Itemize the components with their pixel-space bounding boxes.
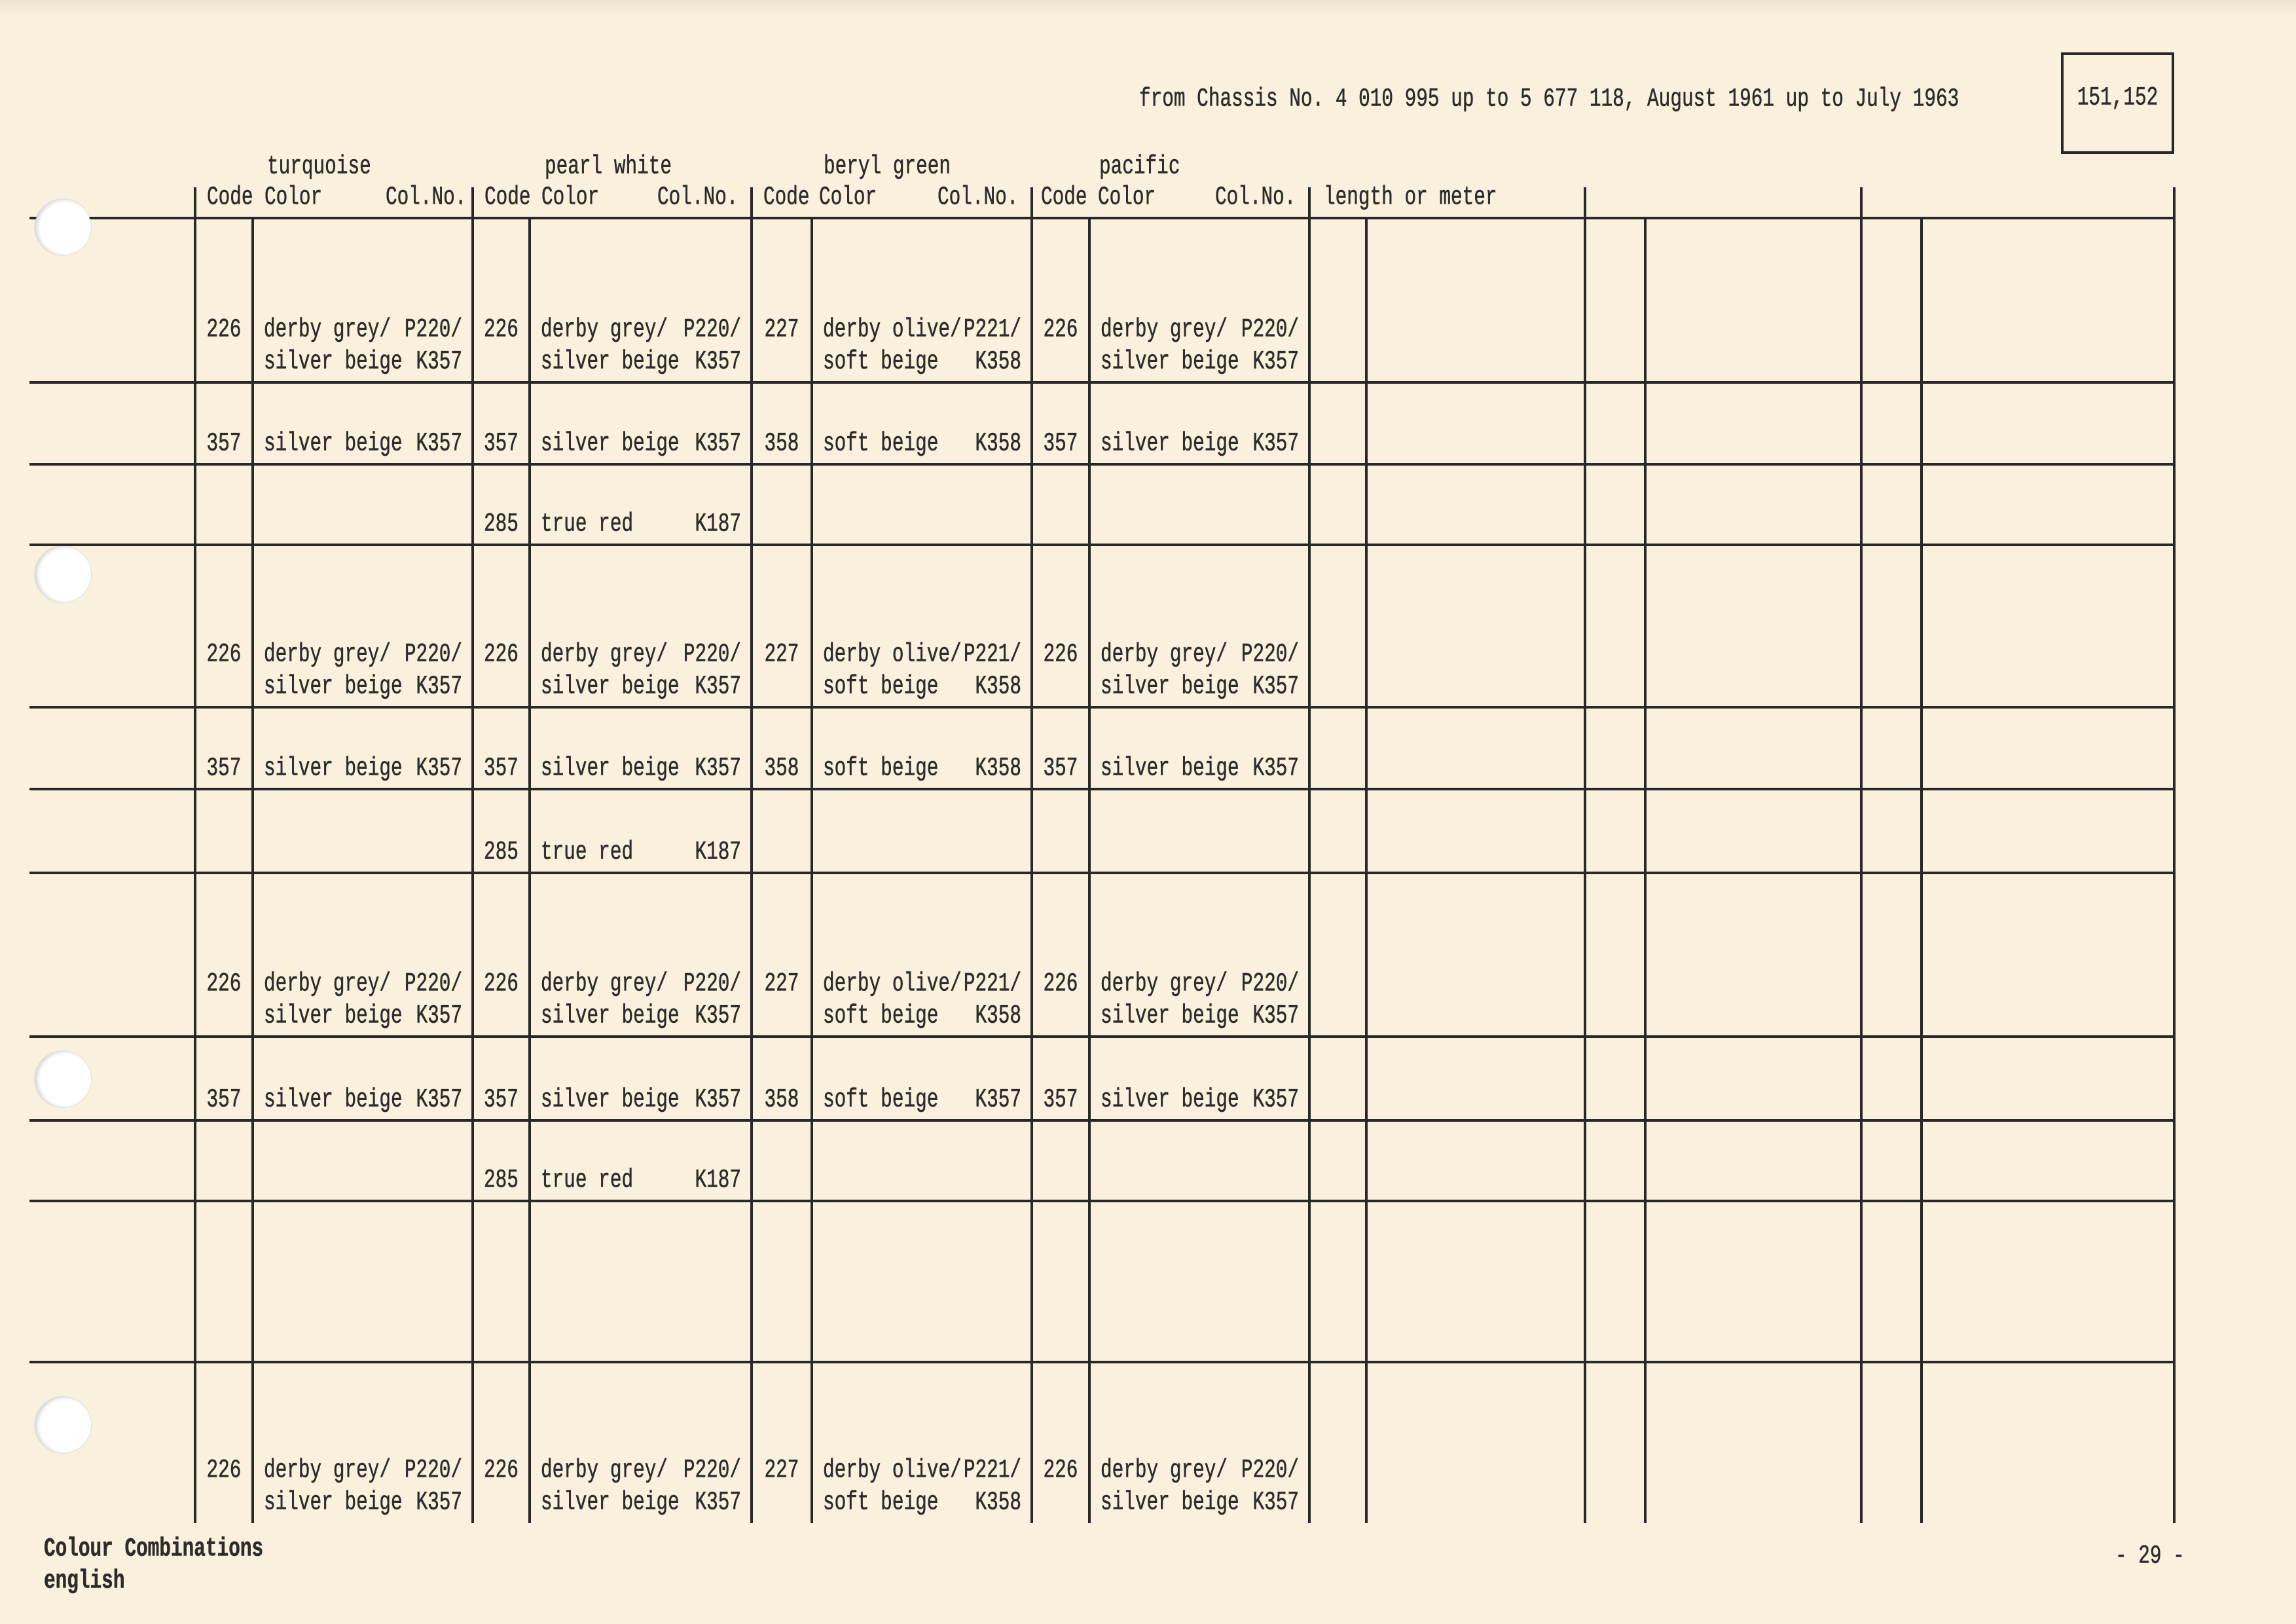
- table-row: [0, 545, 2296, 707]
- colour-name: silver beige: [541, 754, 680, 783]
- colour-cell: [253, 382, 473, 464]
- paint-code: 226: [206, 1456, 242, 1485]
- code-cell: [1032, 707, 1089, 789]
- colour-cell: [530, 873, 752, 1037]
- group-name-beryl-green: beryl green: [824, 152, 951, 181]
- colour-name: soft beige: [823, 1085, 939, 1115]
- paint-code: 285: [484, 838, 519, 867]
- colour-name: silver beige: [541, 672, 680, 701]
- paint-code: 357: [1043, 1085, 1078, 1115]
- colour-number: K357: [695, 672, 741, 701]
- colour-number: K357: [416, 347, 462, 377]
- colour-number: K357: [1252, 347, 1299, 377]
- colour-line: [823, 665, 1021, 709]
- colour-line: [823, 995, 1021, 1038]
- colour-line: [823, 1481, 1021, 1524]
- colour-number: K358: [975, 1488, 1021, 1517]
- table-row: [0, 873, 2296, 1037]
- colour-cell: [530, 545, 752, 707]
- colour-cell: [812, 707, 1032, 789]
- code-cell: [1032, 545, 1089, 707]
- paint-code: 358: [764, 429, 799, 458]
- colour-number: K357: [695, 754, 741, 783]
- column-header-col-no: Col.No.: [1215, 183, 1296, 212]
- illustration-ref-number: 151,152: [2077, 83, 2159, 113]
- paint-code: 226: [206, 640, 242, 669]
- footer-title: Colour Combinations: [44, 1534, 264, 1564]
- column-header-color: Color: [541, 183, 600, 212]
- colour-number: K357: [416, 1488, 462, 1517]
- colour-number: K357: [416, 754, 462, 783]
- colour-name: silver beige: [1101, 347, 1239, 377]
- colour-line: [541, 1159, 741, 1202]
- colour-name: derby grey/: [541, 969, 668, 999]
- table-row: [0, 1201, 2296, 1362]
- colour-line: [264, 1481, 462, 1524]
- binder-hole: [35, 199, 91, 255]
- code-cell: [195, 382, 253, 464]
- colour-line: [264, 747, 462, 790]
- colour-cell: [1089, 1037, 1309, 1120]
- colour-name: soft beige: [823, 429, 939, 458]
- colour-cell: [1089, 545, 1309, 707]
- colour-name: silver beige: [1101, 1085, 1239, 1115]
- code-cell: [473, 707, 530, 789]
- colour-number: P220/: [1241, 969, 1299, 999]
- code-cell: [195, 707, 253, 789]
- paint-code: 226: [1043, 1456, 1078, 1485]
- colour-line: [1101, 665, 1299, 709]
- paint-code: 226: [1043, 640, 1078, 669]
- colour-number: K358: [975, 1001, 1021, 1031]
- colour-number: K357: [975, 1085, 1021, 1115]
- colour-name: silver beige: [541, 1001, 680, 1031]
- colour-cell: [253, 873, 473, 1037]
- colour-line: [541, 1079, 741, 1122]
- colour-cell: [530, 1037, 752, 1120]
- paint-code: 357: [484, 429, 519, 458]
- paint-code: 226: [206, 969, 242, 999]
- paint-code: 358: [764, 1085, 799, 1115]
- colour-line: [823, 747, 1021, 790]
- colour-name: soft beige: [823, 347, 939, 377]
- colour-cell: [812, 1037, 1032, 1120]
- code-cell: [473, 464, 530, 545]
- colour-line: [264, 995, 462, 1038]
- colour-line: [823, 341, 1021, 384]
- page-number: - 29 -: [2115, 1541, 2185, 1571]
- table-row: [0, 218, 2296, 382]
- colour-number: K357: [416, 429, 462, 458]
- colour-name: soft beige: [823, 672, 939, 701]
- colour-name: derby grey/: [264, 969, 392, 999]
- paint-code: 285: [484, 509, 519, 539]
- colour-name: silver beige: [264, 1488, 403, 1517]
- paint-code: 358: [764, 754, 799, 783]
- group-name-pacific: pacific: [1099, 152, 1180, 181]
- code-cell: [1032, 873, 1089, 1037]
- colour-name: silver beige: [1101, 672, 1239, 701]
- colour-name: derby olive/: [823, 969, 962, 999]
- code-cell: [473, 218, 530, 382]
- table-row: [0, 789, 2296, 873]
- code-cell: [195, 1362, 253, 1523]
- colour-cell: [253, 218, 473, 382]
- colour-number: P220/: [404, 640, 462, 669]
- colour-line: [264, 1079, 462, 1122]
- colour-name: derby olive/: [823, 315, 962, 344]
- colour-name: true red: [541, 1166, 634, 1195]
- colour-line: [1101, 1079, 1299, 1122]
- paint-code: 357: [484, 754, 519, 783]
- colour-name: soft beige: [823, 754, 939, 783]
- colour-line: [1101, 422, 1299, 466]
- colour-number: K358: [975, 429, 1021, 458]
- binder-hole: [35, 1397, 91, 1453]
- column-header-col-no: Col.No.: [938, 183, 1019, 212]
- colour-line: [823, 422, 1021, 466]
- colour-number: P221/: [963, 1456, 1021, 1485]
- code-cell: [195, 873, 253, 1037]
- colour-line: [1101, 1481, 1299, 1524]
- colour-number: K358: [975, 672, 1021, 701]
- colour-number: K187: [695, 1166, 741, 1195]
- paint-code: 227: [764, 969, 799, 999]
- colour-name: silver beige: [1101, 1488, 1239, 1517]
- code-cell: [195, 1037, 253, 1120]
- paint-code: 357: [1043, 754, 1078, 783]
- code-cell: [752, 545, 812, 707]
- colour-number: K357: [695, 429, 741, 458]
- code-cell: [752, 707, 812, 789]
- paint-code: 357: [206, 754, 242, 783]
- colour-cell: [530, 382, 752, 464]
- binder-hole: [35, 546, 91, 602]
- code-cell: [1032, 1037, 1089, 1120]
- column-header-col-no: Col.No.: [386, 183, 467, 212]
- colour-line: [1101, 747, 1299, 790]
- code-cell: [473, 873, 530, 1037]
- group-name-pearl-white: pearl white: [545, 152, 672, 181]
- colour-cell: [253, 707, 473, 789]
- colour-cell: [812, 545, 1032, 707]
- colour-cell: [1089, 1362, 1309, 1523]
- paint-code: 285: [484, 1166, 519, 1195]
- paint-code: 226: [484, 969, 519, 999]
- colour-name: silver beige: [541, 347, 680, 377]
- colour-line: [541, 831, 741, 874]
- colour-number: K357: [416, 1001, 462, 1031]
- colour-number: K357: [695, 1085, 741, 1115]
- code-cell: [473, 1362, 530, 1523]
- colour-number: P220/: [1241, 640, 1299, 669]
- colour-name: silver beige: [1101, 1001, 1239, 1031]
- code-cell: [195, 218, 253, 382]
- colour-line: [264, 422, 462, 466]
- colour-number: K357: [695, 347, 741, 377]
- colour-number: K357: [1252, 429, 1299, 458]
- colour-number: K357: [1252, 1488, 1299, 1517]
- paint-code: 226: [484, 640, 519, 669]
- colour-line: [541, 995, 741, 1038]
- colour-number: K357: [695, 1001, 741, 1031]
- colour-cell: [253, 1362, 473, 1523]
- colour-number: P220/: [683, 1456, 741, 1485]
- code-cell: [473, 1037, 530, 1120]
- colour-name: derby grey/: [1101, 1456, 1228, 1485]
- colour-number: K187: [695, 509, 741, 539]
- colour-name: derby grey/: [264, 315, 392, 344]
- colour-cell: [1089, 707, 1309, 789]
- colour-cell: [253, 1037, 473, 1120]
- colour-name: silver beige: [264, 347, 403, 377]
- code-cell: [473, 789, 530, 873]
- table-row: [0, 707, 2296, 789]
- colour-number: K358: [975, 754, 1021, 783]
- colour-cell: [1089, 382, 1309, 464]
- colour-line: [541, 422, 741, 466]
- colour-number: P220/: [1241, 315, 1299, 344]
- colour-line: [823, 1079, 1021, 1122]
- column-header-col-no: Col.No.: [657, 183, 738, 212]
- table-row: [0, 1037, 2296, 1120]
- group-name-turquoise: turquoise: [267, 152, 371, 181]
- colour-number: P220/: [683, 640, 741, 669]
- paint-code: 226: [1043, 969, 1078, 999]
- column-header-code: Code: [484, 183, 531, 212]
- table-row: [0, 1120, 2296, 1201]
- colour-name: silver beige: [264, 429, 403, 458]
- paint-code: 226: [484, 1456, 519, 1485]
- footer-language: english: [44, 1566, 125, 1596]
- colour-name: silver beige: [1101, 429, 1239, 458]
- colour-name: silver beige: [264, 1085, 403, 1115]
- colour-number: K358: [975, 347, 1021, 377]
- table-row: [0, 1362, 2296, 1523]
- colour-line: [264, 341, 462, 384]
- colour-number: K357: [416, 1085, 462, 1115]
- colour-cell: [812, 382, 1032, 464]
- colour-number: K357: [1252, 1085, 1299, 1115]
- colour-number: P221/: [963, 640, 1021, 669]
- code-cell: [752, 382, 812, 464]
- colour-name: derby grey/: [1101, 640, 1228, 669]
- colour-number: P220/: [683, 315, 741, 344]
- colour-name: silver beige: [1101, 754, 1239, 783]
- code-cell: [752, 873, 812, 1037]
- colour-cell: [530, 789, 752, 873]
- code-cell: [473, 545, 530, 707]
- column-header-length: length or meter: [1324, 183, 1497, 212]
- colour-name: derby grey/: [541, 1456, 668, 1485]
- colour-number: P220/: [1241, 1456, 1299, 1485]
- column-header-code: Code: [207, 183, 253, 212]
- paint-code: 227: [764, 315, 799, 344]
- colour-line: [1101, 995, 1299, 1038]
- colour-cell: [253, 545, 473, 707]
- table-row: [0, 464, 2296, 545]
- colour-cell: [812, 873, 1032, 1037]
- paint-code: 357: [484, 1085, 519, 1115]
- colour-number: K357: [416, 672, 462, 701]
- colour-line: [541, 747, 741, 790]
- code-cell: [752, 218, 812, 382]
- colour-name: derby grey/: [541, 640, 668, 669]
- paint-code: 227: [764, 640, 799, 669]
- column-header-color: Color: [1098, 183, 1156, 212]
- colour-line: [541, 341, 741, 384]
- chassis-range-note: from Chassis No. 4 010 995 up to 5 677 118, August 1961 up to July 1963: [1139, 84, 1959, 114]
- colour-cell: [530, 218, 752, 382]
- colour-name: true red: [541, 838, 634, 867]
- colour-name: derby olive/: [823, 640, 962, 669]
- colour-name: silver beige: [541, 1488, 680, 1517]
- colour-cell: [1089, 218, 1309, 382]
- colour-cell: [530, 464, 752, 545]
- colour-cell: [812, 1362, 1032, 1523]
- column-header-code: Code: [1041, 183, 1087, 212]
- colour-name: true red: [541, 509, 634, 539]
- colour-cell: [530, 1120, 752, 1201]
- paint-code: 357: [1043, 429, 1078, 458]
- colour-number: P221/: [963, 969, 1021, 999]
- colour-name: derby grey/: [1101, 969, 1228, 999]
- column-header-code: Code: [763, 183, 810, 212]
- colour-number: K357: [695, 1488, 741, 1517]
- colour-name: silver beige: [541, 1085, 680, 1115]
- colour-number: P220/: [683, 969, 741, 999]
- code-cell: [195, 545, 253, 707]
- colour-line: [541, 665, 741, 709]
- colour-number: K357: [1252, 1001, 1299, 1031]
- colour-line: [541, 503, 741, 546]
- colour-number: K357: [1252, 754, 1299, 783]
- colour-name: soft beige: [823, 1001, 939, 1031]
- code-cell: [1032, 218, 1089, 382]
- colour-name: silver beige: [264, 672, 403, 701]
- colour-line: [264, 665, 462, 709]
- colour-cell: [1089, 873, 1309, 1037]
- colour-number: P220/: [404, 1456, 462, 1485]
- paint-code: 227: [764, 1456, 799, 1485]
- binder-hole: [35, 1051, 91, 1107]
- colour-name: silver beige: [264, 754, 403, 783]
- colour-cell: [812, 218, 1032, 382]
- column-header-color: Color: [819, 183, 877, 212]
- colour-line: [1101, 341, 1299, 384]
- colour-cell: [530, 707, 752, 789]
- paint-code: 226: [206, 315, 242, 344]
- code-cell: [1032, 382, 1089, 464]
- colour-name: derby grey/: [264, 1456, 392, 1485]
- colour-name: silver beige: [264, 1001, 403, 1031]
- colour-number: P221/: [963, 315, 1021, 344]
- colour-line: [541, 1481, 741, 1524]
- code-cell: [473, 382, 530, 464]
- paint-code: 357: [206, 429, 242, 458]
- code-cell: [752, 1362, 812, 1523]
- colour-number: K357: [1252, 672, 1299, 701]
- colour-name: derby grey/: [264, 640, 392, 669]
- code-cell: [752, 1037, 812, 1120]
- colour-number: K187: [695, 838, 741, 867]
- table-row: [0, 382, 2296, 464]
- code-cell: [473, 1120, 530, 1201]
- code-cell: [1032, 1362, 1089, 1523]
- colour-name: derby grey/: [541, 315, 668, 344]
- column-header-color: Color: [264, 183, 323, 212]
- paint-code: 357: [206, 1085, 242, 1115]
- colour-name: silver beige: [541, 429, 680, 458]
- colour-name: soft beige: [823, 1488, 939, 1517]
- colour-number: P220/: [404, 315, 462, 344]
- paint-code: 226: [484, 315, 519, 344]
- colour-name: derby olive/: [823, 1456, 962, 1485]
- colour-number: P220/: [404, 969, 462, 999]
- colour-cell: [530, 1362, 752, 1523]
- colour-name: derby grey/: [1101, 315, 1228, 344]
- paint-code: 226: [1043, 315, 1078, 344]
